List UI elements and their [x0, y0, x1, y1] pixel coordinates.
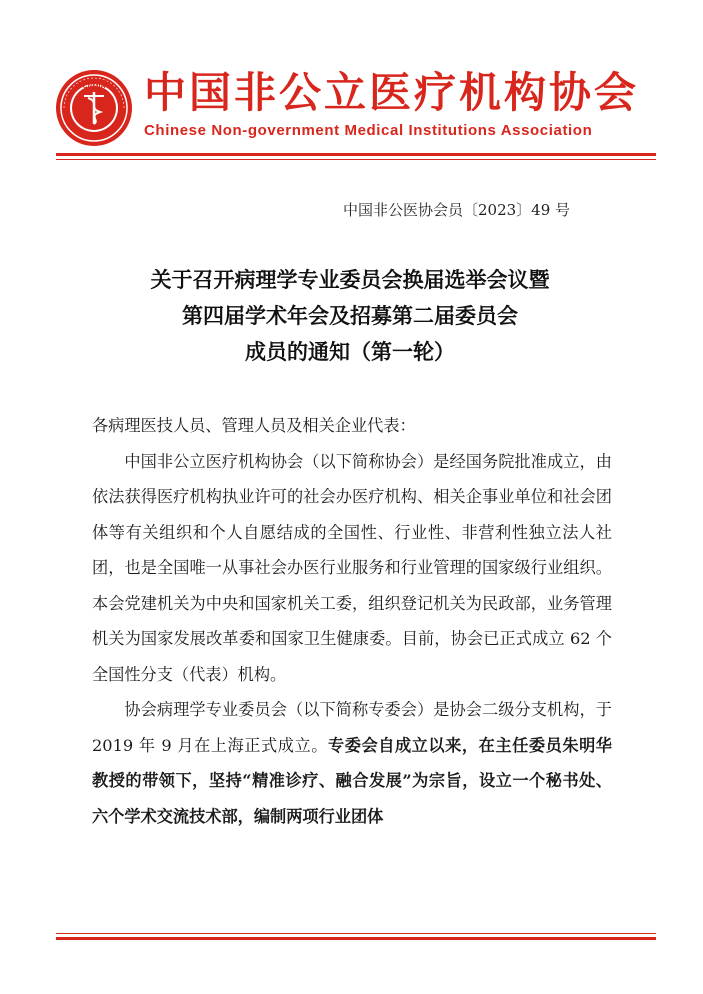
footer-rule-thin [56, 933, 656, 934]
org-name-en: Chinese Non-government Medical Institutions Association [144, 122, 593, 139]
document-body [92, 408, 612, 834]
svg-text:CNMIA: CNMIA [82, 83, 106, 90]
title-line-2: 第四届学术年会及招募第二届委员会 [182, 304, 518, 328]
association-seal-icon [54, 68, 134, 148]
footer-rule-thick [56, 937, 656, 940]
paragraph-2 [92, 692, 612, 834]
document-number: 中国非公医协会员〔2023〕49 号 [343, 201, 571, 219]
document-title [50, 262, 650, 370]
paragraph-1: 中国非公立医疗机构协会（以下简称协会）是经国务院批准成立，由依法获得医疗机构执业许可的社会办医疗机构、相关企事业单位和社会团体等有关组织和个人自愿结成的全国性、行业性、非营利性独立法人社团，也是全国唯一从事社会办医行业服务和行业管理的国家级行业组织。本会党建机关为中央和国家机关工委，组织登记机关为民政部，业务管理机关为国家发展改革委和国家卫生健康委。目前，协会已正式成立 62 个全国性分支（代表）机构。 [92, 451, 612, 684]
title-line-3: 成员的通知（第一轮） [245, 340, 455, 364]
salutation: 各病理医技人员、管理人员及相关企业代表： [92, 416, 416, 435]
header-rule-thin [56, 159, 656, 160]
letterhead [52, 66, 652, 146]
header-rule-thick [56, 153, 656, 156]
org-name-cn: 中国非公立医疗机构协会 [144, 68, 640, 117]
title-line-1: 关于召开病理学专业委员会换届选举会议暨 [150, 268, 550, 292]
paragraph-2-bold: 专委会自成立以来，在主任委员朱明华教授的带领下，坚持“精准诊疗、融合发展”为宗旨，设立一个秘书处、六个学术交流技术部，编制两项行业团体 [92, 735, 612, 826]
paragraph-2-normal: 协会病理学专业委员会（以下简称专委会）是协会二级分支机构，于 2019 年 9 月在上海正式成立。 [92, 700, 612, 755]
